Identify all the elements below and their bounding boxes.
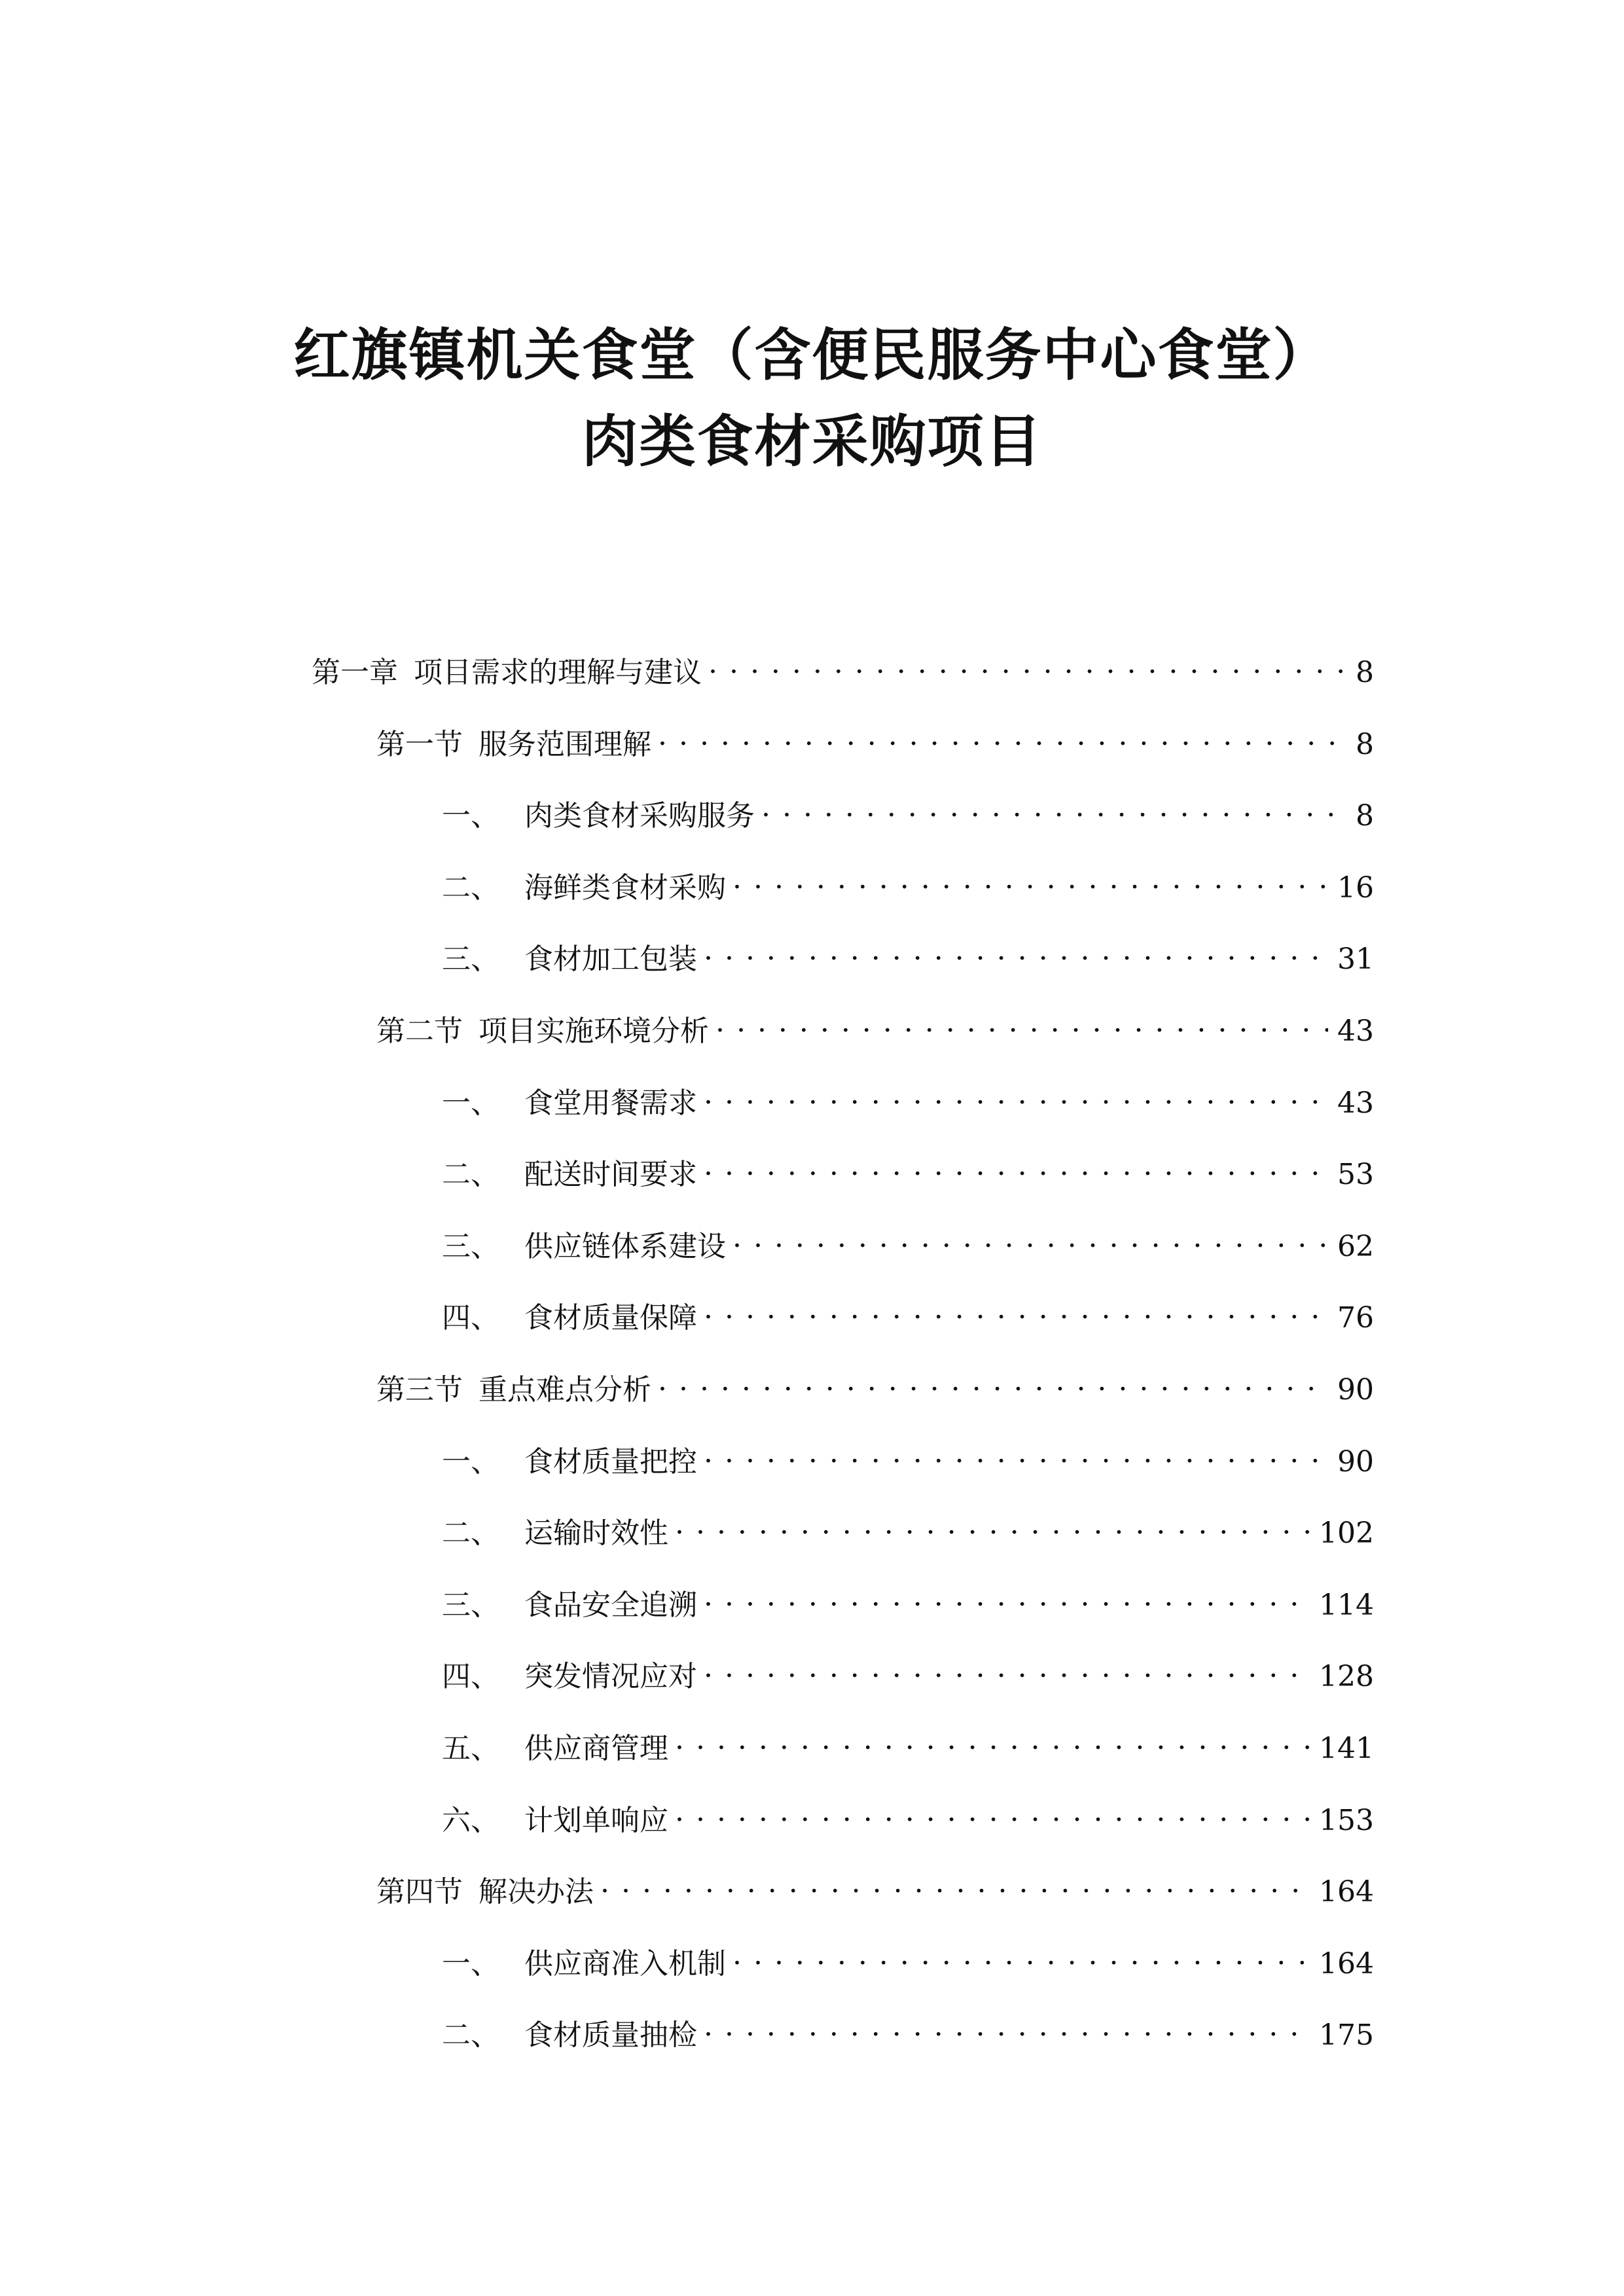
toc-entry-page: 114 — [1319, 1588, 1374, 1622]
toc-entry[interactable] — [0, 1147, 1624, 1219]
toc-leader-dots — [704, 932, 1328, 969]
toc-entry-number: 二、 — [442, 1158, 499, 1192]
toc-entry-page: 128 — [1319, 1660, 1374, 1694]
toc-entry-page: 8 — [1356, 727, 1374, 761]
toc-entry[interactable] — [0, 2008, 1624, 2080]
toc-entry-number: 三、 — [442, 942, 499, 977]
toc-entry-page: 62 — [1337, 1229, 1374, 1263]
toc-leader-dots — [732, 861, 1328, 897]
toc-entry[interactable] — [0, 1435, 1624, 1507]
toc-entry[interactable] — [0, 1649, 1624, 1721]
toc-entry-number: 二、 — [442, 870, 499, 905]
toc-entry-title: 供应链体系建设 — [524, 1229, 726, 1263]
document-title — [0, 323, 1624, 475]
toc-entry-title: 供应商准入机制 — [524, 1946, 726, 1981]
toc-leader-dots — [704, 1435, 1328, 1471]
toc-entry-page: 53 — [1337, 1158, 1374, 1192]
toc-entry-title: 供应商管理 — [524, 1731, 668, 1765]
toc-entry-page: 90 — [1337, 1372, 1374, 1407]
toc-entry[interactable] — [0, 1219, 1624, 1291]
toc-entry-title: 食材质量把控 — [524, 1444, 697, 1479]
toc-entry-page: 76 — [1337, 1301, 1374, 1335]
toc-entry-number: 第三节 — [376, 1372, 463, 1407]
toc-leader-dots — [658, 717, 1346, 754]
toc-entry-page: 16 — [1337, 870, 1374, 905]
toc-entry[interactable] — [0, 1721, 1624, 1793]
toc-leader-dots — [704, 1578, 1310, 1615]
toc-entry-number: 第一章 — [312, 656, 398, 689]
toc-entry[interactable] — [0, 1865, 1624, 1937]
toc-entry[interactable] — [0, 1291, 1624, 1363]
toc-entry-title: 突发情况应对 — [524, 1660, 697, 1694]
toc-entry[interactable] — [0, 861, 1624, 933]
toc-entry-page: 43 — [1337, 1086, 1374, 1120]
toc-entry-number: 四、 — [442, 1301, 499, 1335]
toc-entry-number: 二、 — [442, 2018, 499, 2053]
toc-entry-number: 第二节 — [376, 1014, 463, 1048]
toc-leader-dots — [732, 1219, 1328, 1256]
toc-entry[interactable] — [0, 717, 1624, 789]
toc-entry-number: 二、 — [442, 1516, 499, 1551]
toc-leader-dots — [675, 1721, 1310, 1758]
toc-leader-dots — [715, 1004, 1328, 1041]
toc-entry[interactable] — [0, 1793, 1624, 1865]
toc-entry-number: 第一节 — [376, 727, 463, 761]
toc-entry-title: 食品安全追溯 — [524, 1588, 697, 1622]
toc-entry-title: 计划单响应 — [524, 1803, 668, 1837]
toc-entry[interactable] — [0, 1937, 1624, 2009]
toc-leader-dots — [675, 1506, 1310, 1543]
toc-entry-title: 食材质量抽检 — [524, 2018, 697, 2053]
toc-entry-title: 配送时间要求 — [524, 1158, 697, 1192]
toc-entry[interactable] — [0, 1076, 1624, 1148]
toc-leader-dots — [708, 645, 1346, 682]
toc-entry-page: 102 — [1319, 1516, 1374, 1551]
toc-entry[interactable] — [0, 1506, 1624, 1578]
toc-entry[interactable] — [0, 932, 1624, 1004]
toc-entry-title: 食材质量保障 — [524, 1301, 697, 1335]
toc-entry[interactable] — [0, 645, 1624, 717]
toc-entry-title: 项目需求的理解与建议 — [414, 656, 702, 689]
toc-leader-dots — [600, 1865, 1310, 1901]
toc-entry-title: 运输时效性 — [524, 1516, 668, 1551]
toc-leader-dots — [704, 1649, 1310, 1686]
toc-entry-title: 重点难点分析 — [478, 1372, 651, 1407]
toc-leader-dots — [704, 2008, 1310, 2045]
toc-entry-number: 第四节 — [376, 1875, 463, 1909]
toc-entry-title: 肉类食材采购服务 — [524, 799, 755, 833]
toc-leader-dots — [704, 1291, 1328, 1327]
toc-entry-number: 三、 — [442, 1588, 499, 1622]
toc-entry[interactable] — [0, 1363, 1624, 1435]
toc-leader-dots — [704, 1076, 1328, 1113]
toc-entry-title: 海鲜类食材采购 — [524, 870, 726, 905]
title-line-1: 红旗镇机关食堂（含便民服务中心食堂） — [293, 323, 1331, 388]
toc-leader-dots — [732, 1937, 1310, 1973]
toc-entry-number: 五、 — [442, 1731, 499, 1765]
toc-entry-page: 43 — [1337, 1014, 1374, 1048]
toc-entry-page: 153 — [1319, 1803, 1374, 1837]
toc-entry-number: 一、 — [442, 1086, 499, 1120]
toc-entry-title: 解决办法 — [478, 1875, 594, 1909]
toc-entry-page: 90 — [1337, 1444, 1374, 1479]
title-line-2: 肉类食材采购项目 — [581, 409, 1043, 475]
toc-entry-page: 141 — [1319, 1731, 1374, 1765]
toc-entry-page: 164 — [1319, 1946, 1374, 1981]
toc-entry-title: 食堂用餐需求 — [524, 1086, 697, 1120]
table-of-contents — [0, 645, 1624, 2080]
toc-leader-dots — [761, 789, 1346, 825]
toc-entry-title: 服务范围理解 — [478, 727, 651, 761]
toc-entry-number: 一、 — [442, 799, 499, 833]
toc-entry-page: 164 — [1319, 1875, 1374, 1909]
toc-entry-number: 四、 — [442, 1660, 499, 1694]
toc-entry-page: 175 — [1319, 2018, 1374, 2053]
toc-entry-number: 一、 — [442, 1946, 499, 1981]
toc-entry[interactable] — [0, 789, 1624, 861]
toc-entry-number: 六、 — [442, 1803, 499, 1837]
toc-entry[interactable] — [0, 1004, 1624, 1076]
toc-leader-dots — [658, 1363, 1328, 1399]
toc-entry-page: 31 — [1337, 942, 1374, 977]
toc-leader-dots — [704, 1147, 1328, 1184]
toc-entry-number: 一、 — [442, 1444, 499, 1479]
toc-entry[interactable] — [0, 1578, 1624, 1650]
toc-entry-number: 三、 — [442, 1229, 499, 1263]
toc-entry-page: 8 — [1356, 799, 1374, 833]
toc-leader-dots — [675, 1793, 1310, 1830]
toc-entry-title: 食材加工包装 — [524, 942, 697, 977]
toc-entry-title: 项目实施环境分析 — [478, 1014, 709, 1048]
toc-entry-page: 8 — [1356, 656, 1374, 689]
